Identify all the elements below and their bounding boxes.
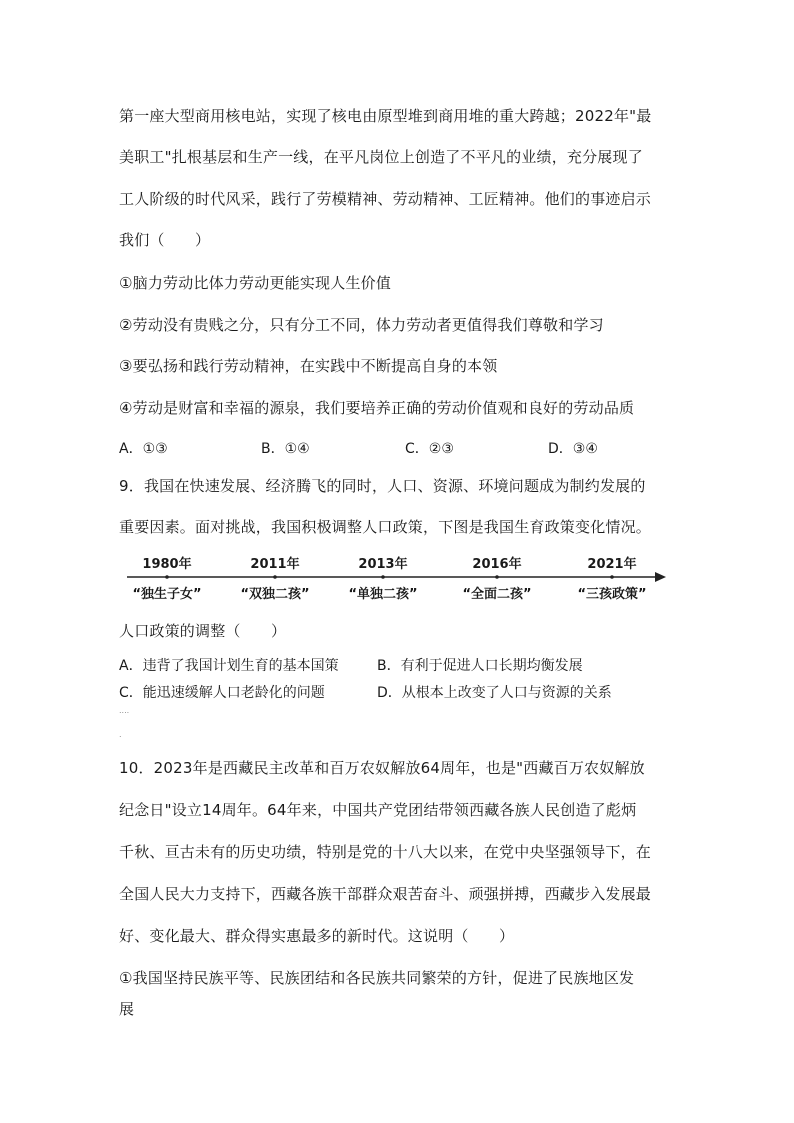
timeline-year-2011: 2011年 [250,557,300,572]
timeline-tick [495,575,499,579]
timeline-year-1980: 1980年 [142,557,192,572]
timeline-tick [273,575,277,579]
q8-option-a[interactable]: A．①③ [119,441,168,457]
q8-line-1: 第一座大型商用核电站，实现了核电由原型堆到商用堆的重大跨越；2022年"最 [119,107,652,125]
q8-statement-3: ③要弘扬和践行劳动精神，在实践中不断提高自身的本领 [119,357,498,375]
timeline-policy-3: “单独二孩” [348,587,418,602]
q10-line-5: 好、变化最大、群众得实惠最多的新时代。这说明（ ） [119,927,515,945]
q8-line-4: 我们（ ） [119,231,211,249]
timeline-year-2013: 2013年 [358,557,408,572]
q10-line-4: 全国人民大力支持下，西藏各族干部群众艰苦奋斗、顽强拼搏，西藏步入发展最 [119,885,652,903]
q8-line-2: 美职工"扎根基层和生产一线，在平凡岗位上创造了不平凡的业绩，充分展现了 [119,148,643,166]
q9-line-2: 重要因素。面对挑战，我国积极调整人口政策，下图是我国生育政策变化情况。 [119,518,652,536]
q8-statement-1: ①脑力劳动比体力劳动更能实现人生价值 [119,274,392,292]
timeline-year-2021: 2021年 [587,557,637,572]
timeline-tick [381,575,385,579]
q10-line-1: 10．2023年是西藏民主改革和百万农奴解放64周年，也是"西藏百万农奴解放 [119,759,645,777]
q9-option-d[interactable]: D．从根本上改变了人口与资源的关系 [377,685,612,701]
q8-statement-4: ④劳动是财富和幸福的源泉，我们要培养正确的劳动价值观和良好的劳动品质 [119,399,635,417]
q10-line-2: 纪念日"设立14周年。64年来，中国共产党团结带领西藏各族人民创造了彪炳 [119,801,637,819]
q8-option-b[interactable]: B．①④ [261,441,310,457]
scan-mark: . [119,730,122,739]
q8-option-c[interactable]: C．②③ [405,441,454,457]
timeline-tick [610,575,614,579]
q8-option-d[interactable]: D．③④ [548,441,598,457]
q8-statement-2: ②劳动没有贵贱之分，只有分工不同，体力劳动者更值得我们尊敬和学习 [119,316,604,334]
q9-option-c[interactable]: C．能迅速缓解人口老龄化的问题 [119,685,325,701]
q10-statement-1: ①我国坚持民族平等、民族团结和各民族共同繁荣的方针，促进了民族地区发 [119,969,635,987]
timeline-year-2016: 2016年 [472,557,522,572]
timeline-policy-4: “全面二孩” [462,587,532,602]
timeline-tick [165,575,169,579]
q9-option-a[interactable]: A．违背了我国计划生育的基本国策 [119,658,339,674]
q9-stem: 人口政策的调整（ ） [119,622,287,640]
timeline-policy-2: “双独二孩” [240,587,310,602]
timeline-policy-1: “独生子女” [132,587,202,602]
policy-timeline [119,550,679,610]
q9-line-1: 9．我国在快速发展、经济腾飞的同时，人口、资源、环境问题成为制约发展的 [119,477,646,495]
q10-statement-1-cont: 展 [119,1000,135,1018]
scan-mark: .... [119,706,130,715]
q8-line-3: 工人阶级的时代风采，践行了劳模精神、劳动精神、工匠精神。他们的事迹启示 [119,190,652,208]
q10-line-3: 千秋、亘古未有的历史功绩，特别是党的十八大以来，在党中央坚强领导下，在 [119,843,652,861]
q9-option-b[interactable]: B．有利于促进人口长期均衡发展 [377,658,583,674]
timeline-arrow-icon [655,572,666,582]
timeline-policy-5: “三孩政策” [577,587,647,602]
